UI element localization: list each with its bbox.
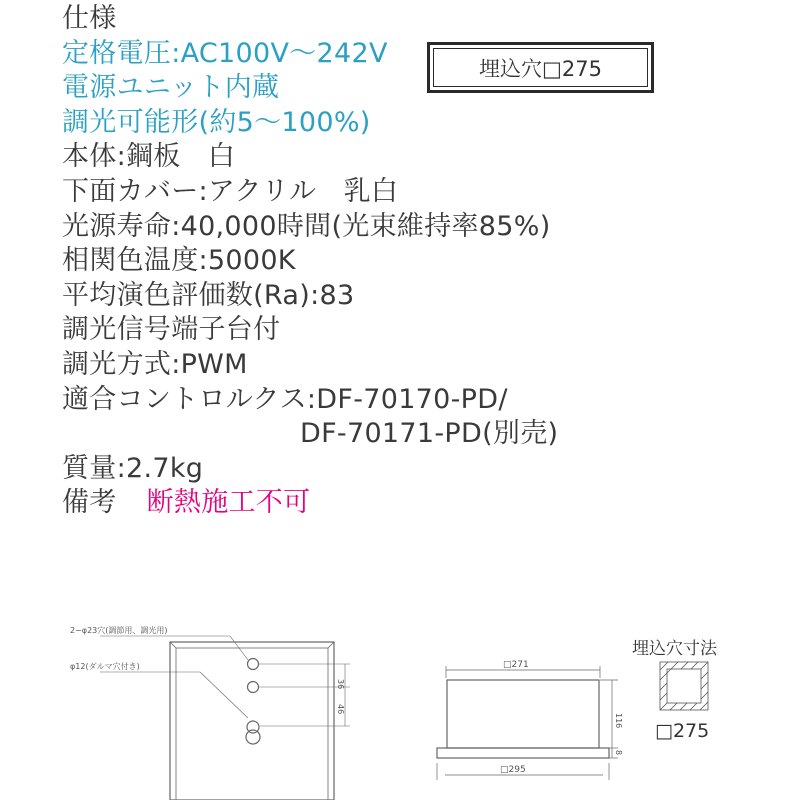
dim-46: 46 <box>336 704 345 715</box>
spec-cover: 下面カバー:アクリル 乳白 <box>62 175 399 207</box>
cutout-size-label: 埋込穴□275 <box>479 56 602 81</box>
spec-dimming: 調光可能形(約5～100%) <box>62 106 371 138</box>
side-view-drawing <box>437 666 618 780</box>
note-label: 備考 <box>62 487 117 519</box>
cutout-dimension-title: 埋込穴寸法 <box>632 639 717 659</box>
label-holes: 2−φ23穴(調節用、調光用) <box>70 626 168 635</box>
spec-body: 本体:鋼板 白 <box>62 141 236 173</box>
cutout-hatched-square <box>660 662 708 710</box>
label-phi12: φ12(ダルマ穴付き) <box>70 662 140 671</box>
note-warning: 断熱施工不可 <box>146 487 311 519</box>
spec-cri: 平均演色評価数(Ra):83 <box>62 279 355 311</box>
cutout-dimension-value: □275 <box>655 720 710 742</box>
dim-295: □295 <box>500 765 526 775</box>
spec-cct: 相関色温度:5000K <box>62 245 296 277</box>
dim-36: 36 <box>336 679 345 690</box>
spec-dimming-method: 調光方式:PWM <box>62 348 248 380</box>
spec-power-unit: 電源ユニット内蔵 <box>62 72 280 104</box>
dim-271: □271 <box>503 660 529 670</box>
spec-controller-line1: 適合コントロルクス:DF-70170-PD/ <box>62 383 508 415</box>
cutout-size-box <box>427 42 654 93</box>
spec-title: 仕様 <box>62 3 117 34</box>
spec-mass: 質量:2.7kg <box>62 452 204 484</box>
spec-life: 光源寿命:40,000時間(光束維持率85%) <box>62 210 551 242</box>
spec-terminal: 調光信号端子台付 <box>62 314 281 346</box>
spec-note <box>62 486 558 521</box>
spec-rated-voltage: 定格電圧:AC100V～242V <box>62 37 388 69</box>
dim-116: 116 <box>614 713 623 729</box>
dim-8: 8 <box>614 750 623 756</box>
dimension-drawings <box>0 600 800 800</box>
top-view-drawing <box>100 636 350 800</box>
spec-controller-line2: DF-70171-PD(別売) <box>300 418 559 450</box>
